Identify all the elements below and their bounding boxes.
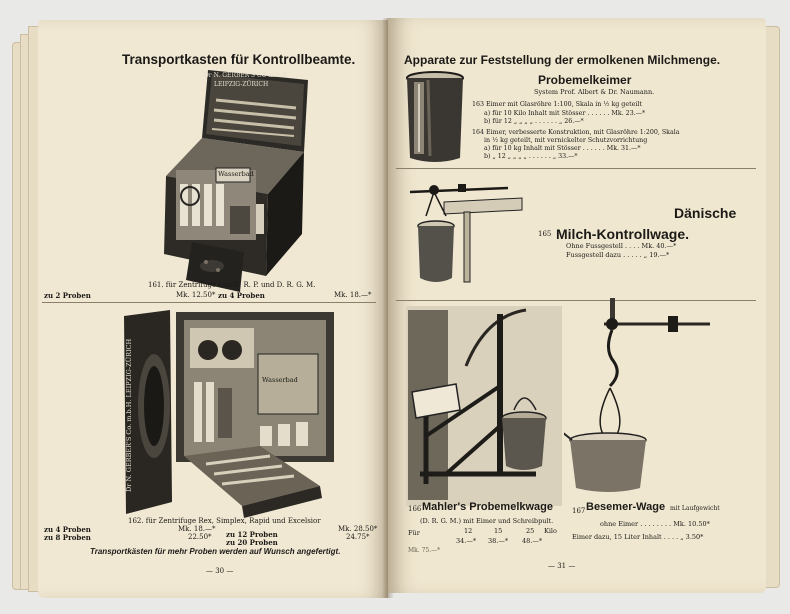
section1-subtitle: System Prof. Albert & Dr. Naumann. [534,88,655,96]
item-164-line-2: in ½ kg geteilt, mit vernickelter Schutzvorrichtung [484,137,648,144]
box-label-161b: LEIPZIG-ZÜRICH [214,81,269,88]
item-166-kilo-3: 25 [526,527,535,535]
left-page-title: Transportkasten für Kontrollbeamte. [122,52,356,67]
price-162-value-a: Mk. 18.—* [178,525,216,533]
item-166-kilo-2: 15 [494,527,503,535]
box-side-label-162: Dr N. GERBER'S Co. m.b.H. LEIPZIG-ZÜRICH [125,338,133,492]
wasserbad-label-162: Wasserbad [262,376,298,384]
transport-box-161-illustration [156,66,326,298]
left-page-number: — 30 — [206,567,234,575]
item-166-price-3: 48.—* [522,537,543,545]
price-162-label-c: zu 12 Proben [226,530,278,539]
item-166-subtitle: (D. R. G. M.) mit Eimer und Schreibpult. [420,517,554,525]
item-163-line-1: 163 Eimer mit Glasröhre 1:100, Skala in ½ kg geteilt [472,101,642,108]
price-162-label-a: zu 4 Proben [44,525,91,534]
divider [396,168,756,169]
item-166-title: Mahler's Probemelkwage [422,501,554,513]
item-163-line-3: b) für 12 „ „ „ „ . . . . . . „ 26.—* [484,118,584,125]
section2-title-a: Dänische [674,205,737,221]
right-page-title: Apparate zur Feststellung der ermolkenen Milchmenge. [404,53,721,67]
transport-box-162-illustration [110,306,350,518]
item-166-unit: Kilo [544,527,557,535]
price-162-value-b: 22.50* [188,533,212,541]
item-164-line-1: 164 Eimer, verbesserte Konstruktion, mit Glasröhre 1:200, Skala [472,129,680,136]
probemelkeimer-illustration [404,70,466,166]
price-161-label-b: zu 4 Proben [218,291,265,300]
item-166-price-1: 34.—* [456,537,477,545]
item-164-line-4: b) „ 12 „ „ „ „ . . . . . . „ 33.—* [484,153,578,160]
besemer-scale-illustration [564,290,714,494]
section2-title-b: Milch-Kontrollwage. [556,226,689,242]
item-166-kilo-1: 12 [464,527,473,535]
divider [42,302,376,303]
section1-title: Probemelkeimer [538,73,632,87]
mahler-scale-illustration [406,306,562,506]
item-164-line-3: a) für 10 kg Inhalt mit Stösser . . . . . . Mk. 31.—* [484,145,641,152]
caption-162: 162. für Zentrifuge Rex, Simplex, Rapid und Excelsior [128,517,321,525]
item-165-line-2: Fussgestell dazu . . . . . „ 19.—* [566,251,670,259]
item-167-title-suffix: mit Laufgewicht [670,505,720,512]
left-page [38,20,388,598]
right-page [388,18,766,593]
price-161-value-b: Mk. 18.—* [334,291,372,299]
item-166-prices-label: Für [408,529,420,537]
item-167-number: 167 [572,507,586,515]
price-162-value-d: 24.75* [346,533,370,541]
price-162-label-d: zu 20 Proben [226,538,278,547]
item-165-line-1: Ohne Fussgestell . . . . Mk. 40.—* [566,242,677,250]
caption-161: 161. für Zentrifuge Lux D. R. P. und D. R. G. M. [148,281,316,289]
item-167-line-1: ohne Eimer . . . . . . . . Mk. 10.50* [600,520,710,528]
footer-note: Transportkästen für mehr Proben werden auf Wunsch angefertigt. [90,547,341,556]
price-161-value-a: Mk. 12.50* [176,291,216,299]
item-167-line-2: Eimer dazu, 15 Liter Inhalt . . . . „ 3.50* [572,533,704,541]
item-166-price-2: 38.—* [488,537,509,545]
item-167-title: Besemer-Wage [586,501,666,513]
price-162-label-b: zu 8 Proben [44,533,91,542]
item-165-number: 165 [538,230,552,238]
item-166-number: 166 [408,505,422,513]
wasserbad-label-161: Wasserbad [218,170,254,178]
box-label-161: Dr N. GERBER'S CO m.b.H. [204,72,289,79]
price-161-label-a: zu 2 Proben [44,291,91,300]
right-page-number: — 31 — [548,562,576,570]
item-163-line-2: a) für 10 Kilo Inhalt mit Stösser . . . . . . Mk. 23.—* [484,110,646,117]
danish-scale-illustration [404,174,524,292]
item-166-price-4: Mk. 75.—* [408,547,441,554]
price-162-value-c: Mk. 28.50* [338,525,378,533]
